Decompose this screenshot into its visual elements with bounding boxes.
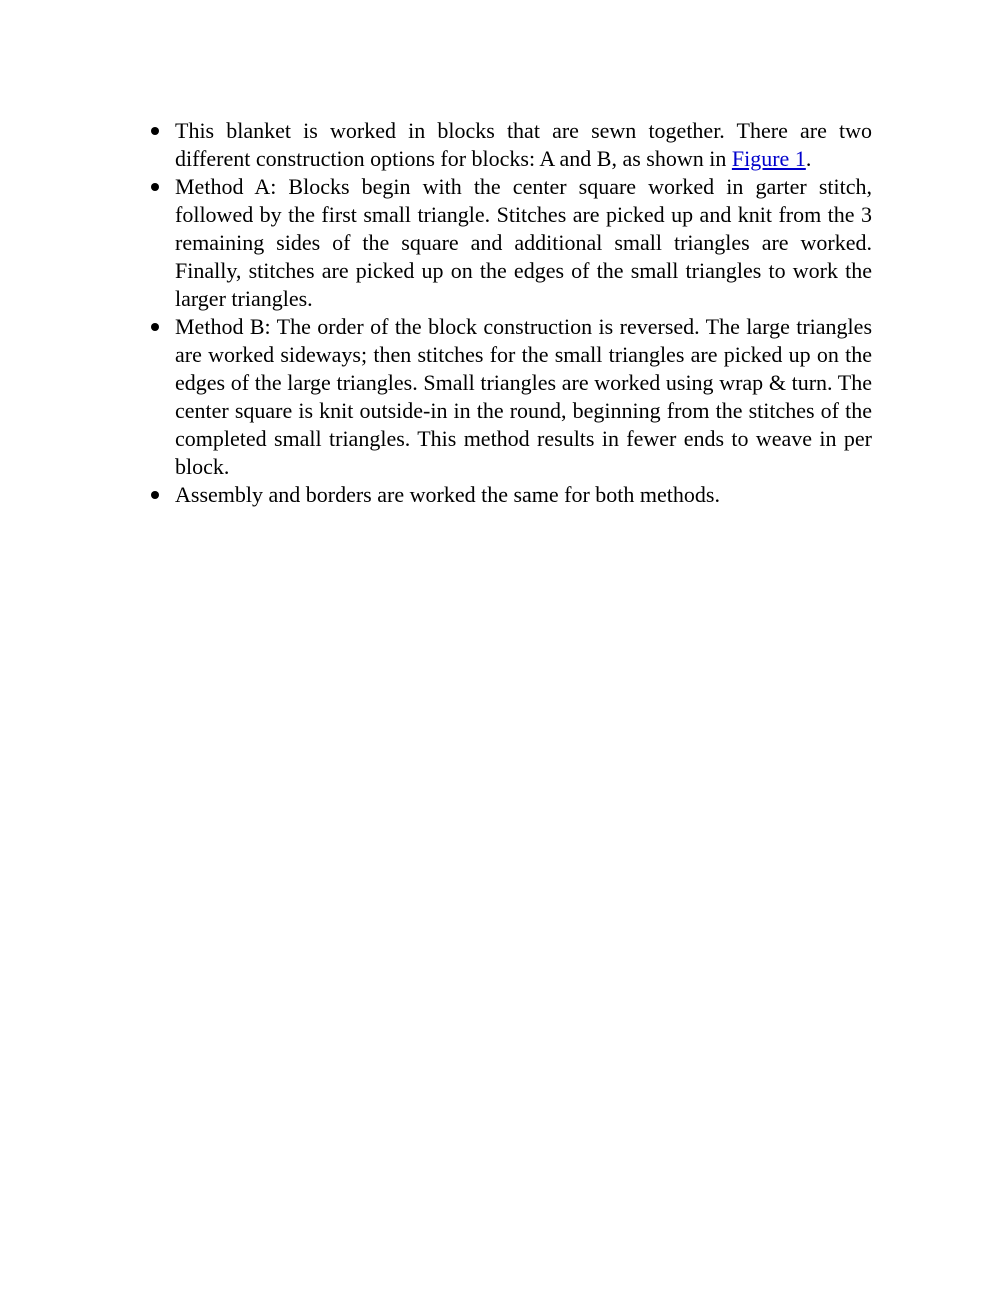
bullet-icon (151, 491, 159, 499)
list-item-text-end: . (805, 146, 812, 171)
bullet-icon (151, 323, 159, 331)
bullet-icon (151, 183, 159, 191)
list-item-assembly (175, 481, 872, 509)
list-item-text: Method A: Blocks begin with the center square worked in garter stitch, followed by the first small triangle. Stitches are picked up and knit from the 3 remaining sides of the square and additional small triangles are worked. Finally, stitches are picked up on the edges of the small triangles to work the larger triangles. (175, 174, 872, 311)
figure-1-link[interactable]: Figure 1 (731, 146, 806, 171)
list-item-text: Method B: The order of the block construction is reversed. The large triangles are worked sideways; then stitches for the small triangles are picked up on the edges of the large triangles. Small triangles are worked using wrap & turn. The center square is knit outside-in in the round, beginning from the stitches of the completed small triangles. This method results in fewer ends to weave in per block. (175, 314, 872, 479)
list-item-method-b (175, 313, 872, 481)
list-item-method-a (175, 173, 872, 313)
bullet-list (175, 117, 872, 509)
bullet-icon (151, 127, 159, 135)
list-item-construction-options (175, 117, 872, 173)
list-item-text: This blanket is worked in blocks that are sewn together. There are two different construction options for blocks: A and B, as shown in (175, 118, 872, 171)
list-item-text: Assembly and borders are worked the same for both methods. (175, 482, 720, 507)
